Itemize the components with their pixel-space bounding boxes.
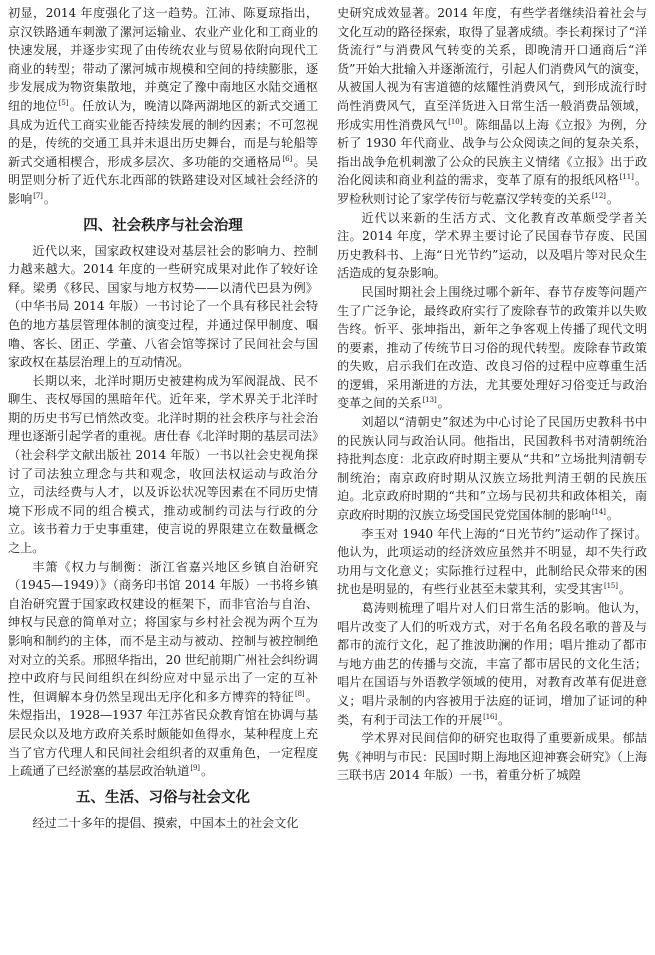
citation-ref: [5] bbox=[58, 98, 69, 107]
citation-ref: [12] bbox=[591, 191, 606, 200]
left-column bbox=[8, 4, 318, 955]
paragraph: 长期以来，北洋时期历史被建构成为军阀混战、民不聊生、丧权辱国的黑暗年代。近年来，学术界关于北洋时期的历史书写已悄然改变。北洋时期的社会秩序与社会治理也逐渐引起学者的重视。唐仕春《北洋时期的基层司法》（社会科学文献出版社 2014 年版）一书以社会史视角探讨了司法独立理念与共和观念，收回法权运动与政治分立，司法经费与人才，以及诉讼状况等因素在不同历史情境下形成不同的组合模式，推动或制约司法与行政的分立。该书着力于史事重建，使言说的界限建立在数量概念之上。 bbox=[8, 373, 318, 556]
paragraph: 刘超以“清朝史”叙述为中心讨论了民国历史教科书中的民族认同与政治认同。他指出，民国教科书对清朝统治持批判态度：北京政府时期主要从“共和”立场批判清朝专制统治；南京政府时期从汉族立场批判清王朝的民族压迫。北京政府时期的“共和”立场与民初共和政体相关，南京政府时期的汉族立场受国民党党国体制的影响[14]。 bbox=[337, 415, 647, 523]
citation-ref: [7] bbox=[33, 191, 43, 200]
paragraph: 初显，2014 年度强化了这一趋势。江沛、陈夏琼指出，京汉铁路通车刺激了漯河运输业、农业产业化和工商业的快速发展，并逐步实现了由传统农业与贸易依附向现代工商业的转型；带动了漯河城市规模和空间的持续膨胀，逐步发展成为物资集散地，并奠定了豫中南地区水陆交通枢纽的地位[5]。任放认为，晚清以降两湖地区的新式交通工具成为近代工商实业能否持续发展的制约因素；不可忽视的是，传统的交通工具并未退出历史舞台，而是与轮船等新式交通相楔合，形成多层次、多功能的交通格局[6]。吴明罡则分析了近代东北西部的铁路建设对区域社会经济的影响[7]。 bbox=[8, 6, 318, 206]
paragraph: 史研究成效显著。2014 年度，有些学者继续沿着社会与文化互动的路径探索，取得了显著成绩。李长莉探讨了“洋货流行”与消费风气转变的关系，即晚清开口通商后“洋货”开始大批输入并逐渐流行，引起人们消费风气的演变，从被国人视为有害道德的炫耀性消费风气，到形成流行时尚性消费风气，直至洋货进入日常生活一般消费品领域，形成实用性消费风气[10]。陈细晶以上海《立报》为例，分析了 1930 年代商业、战争与公众阅读之间的复杂关系，指出战争危机刺激了公众的民族主义情绪《立报》出于政治化阅读和商业利益的需求，变革了原有的报纸风格[11]。罗检秋则讨论了家学传衍与乾嘉汉学转变的关系[12]。 bbox=[337, 6, 647, 206]
section-heading: 五、生活、习俗与社会文化 bbox=[76, 789, 250, 806]
right-column bbox=[337, 4, 647, 955]
paragraph: 近代以来新的生活方式、文化教育改革颇受学者关注。2014 年度，学术界主要讨论了民国春节存废、民国历史教科书、上海“日光节约”运动，以及唱片等对民众生活造成的复杂影响。 bbox=[337, 210, 647, 281]
citation-ref: [8] bbox=[294, 689, 305, 698]
paragraph: 学术界对民间信仰的研究也取得了重要新成果。郁喆隽《神明与市民：民国时期上海地区迎神赛会研究》（上海三联书店 2014 年版）一书，着重分析了城隍 bbox=[337, 731, 647, 783]
citation-ref: [6] bbox=[282, 154, 293, 163]
citation-ref: [15] bbox=[603, 582, 618, 591]
citation-ref: [13] bbox=[422, 396, 437, 405]
citation-ref: [11] bbox=[619, 173, 634, 182]
paragraph: 民国时期社会上围绕过哪个新年、春节存废等问题产生了广泛争论，最终政府实行了废除春节的政策并以失败告终。忻平、张坤指出，新年之争客观上传播了现代文明的要素，推动了传统节日习俗的现代转型。废除春节政策的失败，启示我们在改造、改良习俗的过程中应尊重生活的逻辑，采用渐进的方法，尤其要处理好习俗变迁与政治变革之间的关系[13]。 bbox=[337, 284, 647, 411]
paragraph: 葛涛则梳理了唱片对人们日常生活的影响。他认为，唱片改变了人们的听戏方式，对于名角名段名歌的普及与都市的流行文化，起了推波助澜的作用；唱片推动了都市与地方曲艺的传播与交流，丰富了都市居民的文化生活；唱片在国语与外语教学领域的使用，对教育改革有促进意义；唱片录制的内容被用于法庭的证词，增加了证词的种类，有利于司法工作的开展[16]。 bbox=[337, 601, 647, 727]
citation-ref: [14] bbox=[591, 508, 606, 517]
paragraph: 经过二十多年的提倡、摸索，中国本土的社会文化 bbox=[32, 815, 299, 830]
paragraph: 李玉对 1940 年代上海的“日光节约”运动作了探讨。他认为，此项运动的经济效应虽然并不明显，却不失行政功用与文化意义；实际推行过程中，此制给民众带来的困扰也是明显的，有些行业甚至未蒙其利，实受其害[15]。 bbox=[337, 526, 647, 597]
citation-ref: [16] bbox=[483, 712, 498, 721]
paragraph: 近代以来，国家政权建设对基层社会的影响力、控制力越来越大。2014 年度的一些研究成果对此作了较好诠释。梁勇《移民、国家与地方权势——以清代巴县为例》（中华书局 2014 年版）一书讨论了一个具有移民社会特色的地方基层管理体制的演变过程，并通过保甲制度、啯噜、客长、团正、学董、八省会馆等探讨了民间社会与国家政权在基层治理上的互动情况。 bbox=[8, 243, 318, 370]
citation-ref: [9] bbox=[190, 764, 200, 773]
two-column-body bbox=[8, 4, 647, 955]
citation-ref: [10] bbox=[448, 117, 463, 126]
paragraph: 丰箫《权力与制衡：浙江省嘉兴地区乡镇自治研究（1945—1949）》（商务印书馆 2014 年版）一书将乡镇自治研究置于国家政权建设的框架下，而非官治与自治、绅权与民意的简单对立；将国家与乡村社会视为两个互为影响和制约的主体，而不是主动与被动、控制与被控制绝对对立的关系。邢照华指出，20 世纪前期广州社会纠纷调控中政府与民间组织在纠纷应对中显示出了一定的互补性，但调解本身仍然呈现出无序化和多方博弈的特征[8]。朱煜指出，1928—1937 年江苏省民众教育馆在协调与基层民众以及地方政府关系时颇能如鱼得水，某种程度上充当了官方代理人和民间社会组织者的双重角色，一定程度上疏通了已经淤塞的基层政治轨道[9]。 bbox=[8, 559, 318, 779]
section-heading: 四、社会秩序与社会治理 bbox=[83, 217, 243, 234]
